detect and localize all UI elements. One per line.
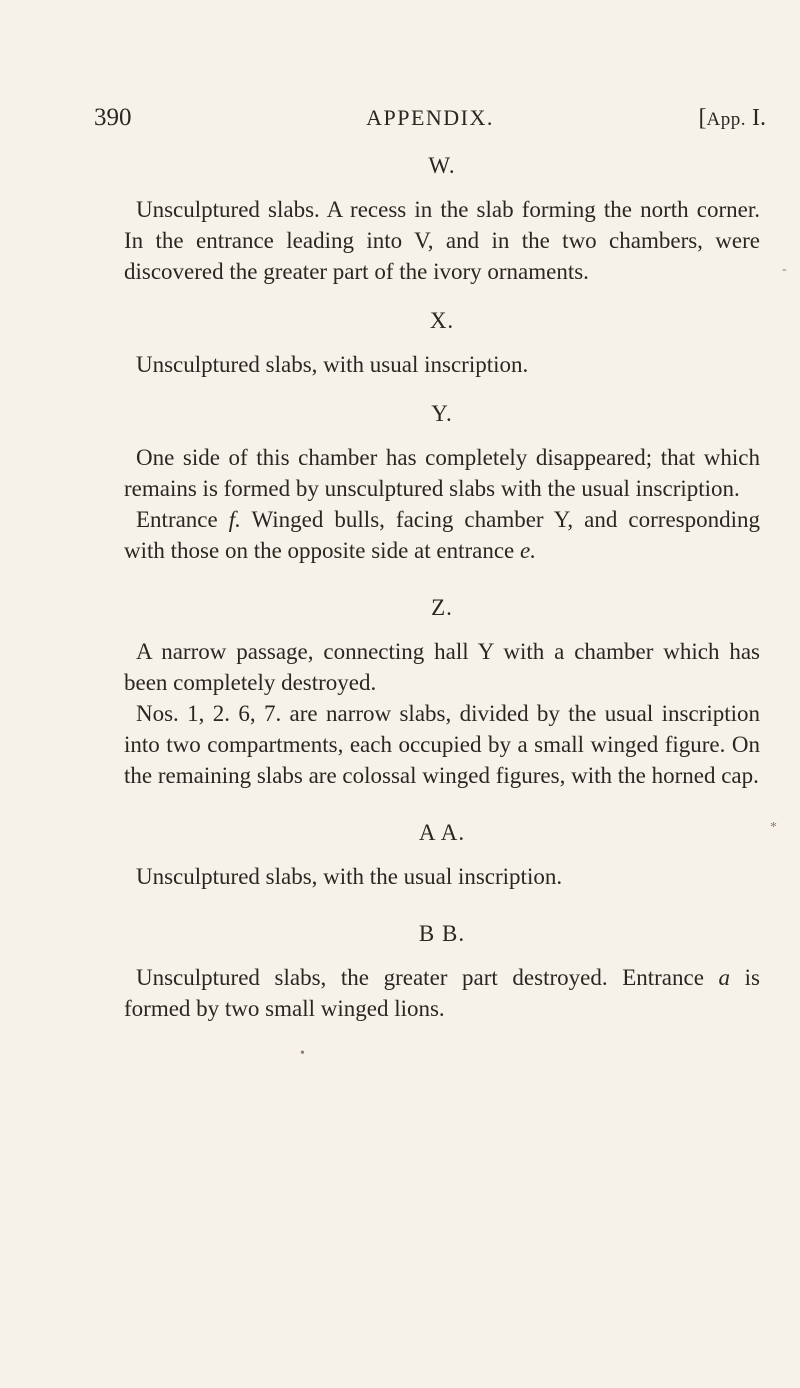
appendix-reference [699,100,766,138]
paragraph-bb-prefix: Unsculptured slabs, the greater part destroyed. Entrance [136,965,719,990]
entrance-letter-a: a [718,965,731,990]
paragraph-bb [124,962,760,1024]
paragraph-x: Unsculptured slabs, with usual inscription. [136,352,529,377]
paragraph-z-1: A narrow passage, connecting hall Y with a chamber which has been completely destroyed. [124,639,760,695]
paragraph-z-2: Nos. 1, 2. 6, 7. are narrow slabs, divided by the usual inscription into two compartments, each occupied by a small winged figure. On the remaining slabs are colossal winged figures, with the horned cap. [124,701,760,788]
section-heading-z: Z. [431,595,453,620]
paragraph-y-2 [124,504,760,566]
section-heading-bb: B B. [418,921,466,946]
entrance-letter-e: e. [520,538,536,563]
section-heading-aa: A A. [418,820,466,845]
running-title: APPENDIX. [366,105,494,130]
paragraph-y-2-text: Winged bulls, facing chamber Y, and corresponding with those on the opposite side at entrance [124,507,760,563]
paragraph-y-1: One side of this chamber has completely disappeared; that which remains is formed by unsculptured slabs with the usual inscription. [124,445,760,501]
stray-ink-mark: - [782,262,787,277]
page-number: 390 [94,104,132,131]
section-ref-num: I. [752,105,766,131]
section-heading-w: W. [428,153,456,178]
stray-ink-mark: * [770,820,777,835]
running-head [94,100,766,136]
section-heading-x: X. [429,308,455,333]
section-ref-app: App. [706,109,746,130]
page-body [124,150,760,1024]
paragraph-y-2-prefix: Entrance [136,507,229,532]
section-ref-bracket: [ [698,105,707,131]
entrance-letter-f: f. [228,507,241,532]
paragraph-aa: Unsculptured slabs, with the usual inscription. [136,864,563,889]
paragraph-w: Unsculptured slabs. A recess in the slab forming the north corner. In the entrance leading into V, and in the two chambers, were discovered the greater part of the ivory ornaments. [124,197,760,284]
paragraph-bb-suffix: is formed by two small winged lions. [124,965,761,1021]
section-heading-y: Y. [431,401,453,426]
stray-ink-mark: • [300,1046,305,1061]
